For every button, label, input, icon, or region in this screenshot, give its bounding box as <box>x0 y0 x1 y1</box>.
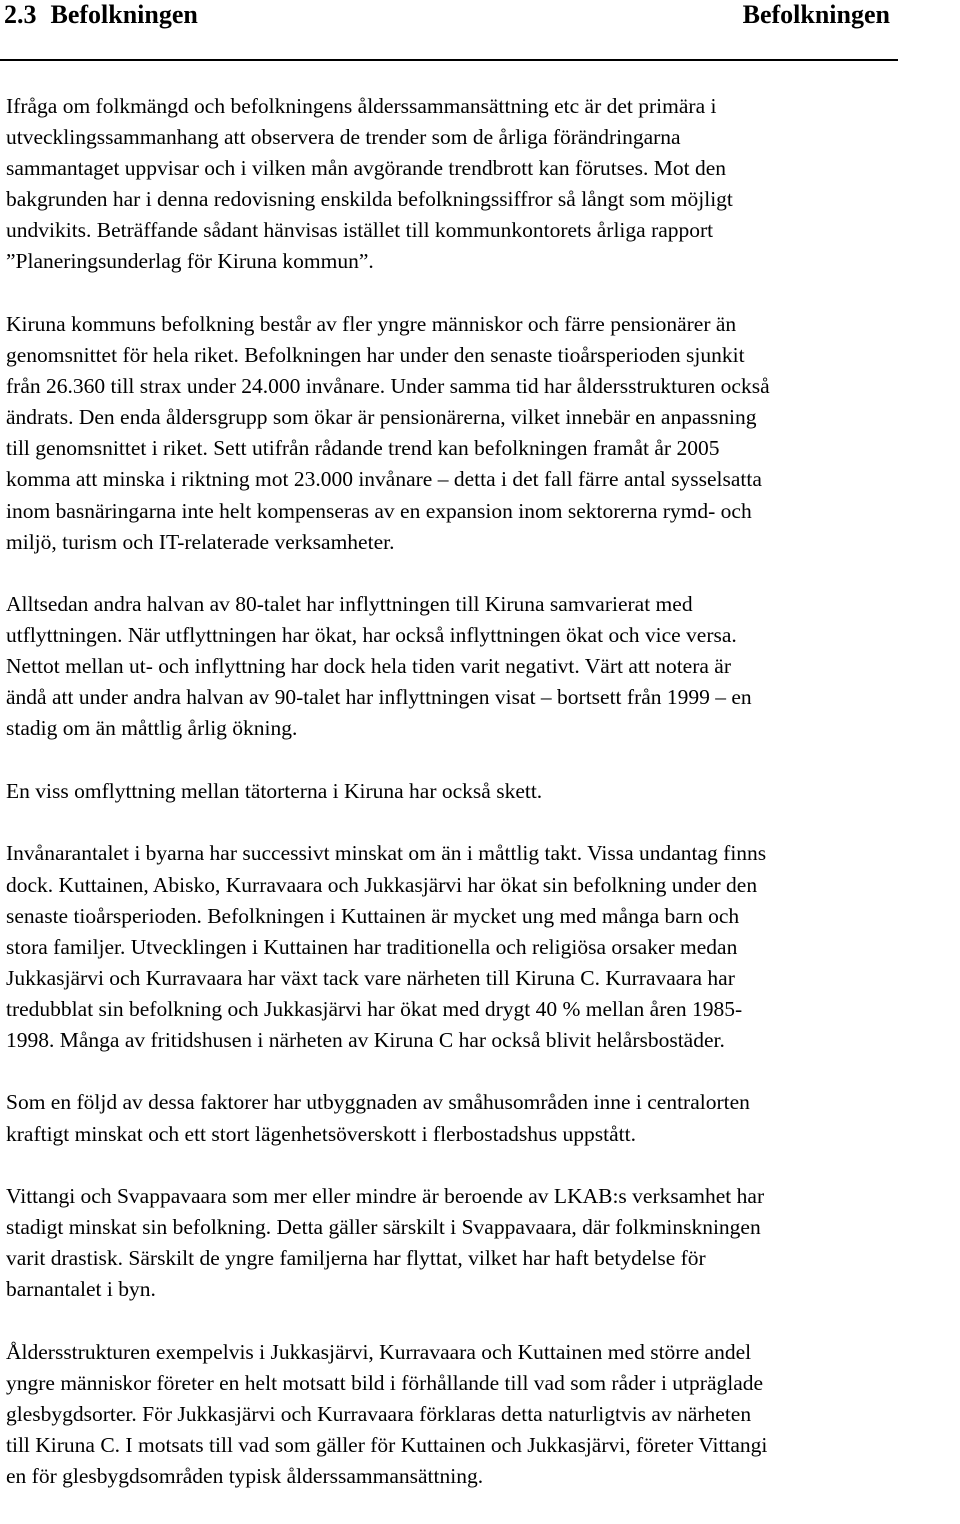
paragraph-1 <box>6 91 950 278</box>
text-line: stora familjer. Utvecklingen i Kuttainen har traditionella och religiösa orsaker medan <box>6 934 738 959</box>
text-line: sammantaget uppvisar och i vilken mån avgörande trendbrott kan förutses. Mot den <box>6 156 727 181</box>
text-line: barnantalet i byn. <box>6 1277 156 1302</box>
text-line: komma att minska i riktning mot 23.000 invånare – detta i det fall färre antal sysselsatta <box>6 467 762 492</box>
text-line: stadigt minskat sin befolkning. Detta gäller särskilt i Svappavaara, där folkminskningen <box>6 1215 761 1240</box>
text-line: till genomsnittet i riket. Sett utifrån rådande trend kan befolkningen framåt år 2005 <box>6 436 720 461</box>
text-line: ”Planeringsunderlag för Kiruna kommun”. <box>6 249 374 274</box>
text-line: inom basnäringarna inte helt kompenseras av en expansion inom sektorerna rymd- och <box>6 498 752 523</box>
text-line: 1998. Många av fritidshusen i närheten av Kiruna C har också blivit helårsbostäder. <box>6 1028 725 1052</box>
text-line: undvikits. Beträffande sådant hänvisas istället till kommunkontorets årliga rapport <box>6 218 714 243</box>
section-number: 2.3 <box>4 0 37 29</box>
running-title: Befolkningen <box>742 0 890 29</box>
text-line: stadig om än måttlig årlig ökning. <box>6 716 298 741</box>
section-heading <box>4 0 198 30</box>
paragraph-8 <box>6 1337 950 1492</box>
text-line: bakgrunden har i denna redovisning enskilda befolkningssiffror så långt som möjligt <box>6 187 733 212</box>
text-line: utflyttningen. När utflyttningen har ökat, har också inflyttningen ökat och vice versa. <box>6 623 737 648</box>
text-line: från 26.360 till strax under 24.000 invånare. Under samma tid har åldersstrukturen också <box>6 374 770 399</box>
paragraph-3 <box>6 589 950 744</box>
text-line: En viss omflyttning mellan tätorterna i Kiruna har också skett. <box>6 778 543 803</box>
text-line: Jukkasjärvi och Kurravaara har växt tack vare närheten till Kiruna C. Kurravaara har <box>6 965 735 990</box>
text-line: Nettot mellan ut- och inflyttning har dock hela tiden varit negativt. Värt att notera är <box>6 654 731 679</box>
body-text <box>6 91 950 1524</box>
text-line: en för glesbygdsområden typisk ålderssammansättning. <box>6 1464 484 1489</box>
text-line: varit drastisk. Särskilt de yngre familjerna har flyttat, vilket har haft betydelse för <box>6 1246 706 1271</box>
text-line: glesbygdsorter. För Jukkasjärvi och Kurravaara förklaras detta naturligtvis av närheten <box>6 1402 752 1427</box>
page-header <box>0 0 900 62</box>
paragraph-5 <box>6 838 950 1056</box>
text-line: utvecklingssammanhang att observera de trender som de årliga förändringarna <box>6 125 681 150</box>
text-line: Vittangi och Svappavaara som mer eller mindre är beroende av LKAB:s verksamhet har <box>6 1184 765 1209</box>
text-line: genomsnittet för hela riket. Befolkningen har under den senaste tioårsperioden sjunkit <box>6 343 745 368</box>
paragraph-4 <box>6 776 950 807</box>
text-line: ändrats. Den enda åldersgrupp som ökar är pensionärerna, vilket innebär en anpassning <box>6 405 757 430</box>
section-title: Befolkningen <box>50 0 198 29</box>
text-line: Åldersstrukturen exempelvis i Jukkasjärvi, Kurravaara och Kuttainen med större andel <box>6 1339 752 1364</box>
text-line: kraftigt minskat och ett stort lägenhetsöverskott i flerbostadshus uppstått. <box>6 1121 636 1146</box>
paragraph-7 <box>6 1181 950 1305</box>
text-line: till Kiruna C. I motsats till vad som gäller för Kuttainen och Jukkasjärvi, företer Vittangi <box>6 1433 768 1458</box>
text-line: Alltsedan andra halvan av 80-talet har inflyttningen till Kiruna samvarierat med <box>6 592 693 617</box>
paragraph-6 <box>6 1087 950 1149</box>
text-line: Kiruna kommuns befolkning består av fler yngre människor och färre pensionärer än <box>6 311 737 336</box>
text-line: Invånarantalet i byarna har successivt minskat om än i måttlig takt. Vissa undantag finns <box>6 841 767 866</box>
text-line: dock. Kuttainen, Abisko, Kurravaara och Jukkasjärvi har ökat sin befolkning under den <box>6 872 758 897</box>
text-line: senaste tioårsperioden. Befolkningen i Kuttainen är mycket ung med många barn och <box>6 903 740 928</box>
text-line: Ifråga om folkmängd och befolkningens ålderssammansättning etc är det primära i <box>6 94 717 118</box>
header-rule <box>0 59 898 61</box>
paragraph-2 <box>6 309 950 558</box>
text-line: miljö, turism och IT-relaterade verksamheter. <box>6 529 395 554</box>
text-line: ändå att under andra halvan av 90-talet har inflyttningen visat – bortsett från 1999 – en <box>6 685 752 710</box>
text-line: yngre människor företer en helt motsatt bild i förhållande till vad som råder i utpräglade <box>6 1370 764 1395</box>
text-line: tredubblat sin befolkning och Jukkasjärvi har ökat med drygt 40 % mellan åren 1985- <box>6 996 743 1021</box>
text-line: Som en följd av dessa faktorer har utbyggnaden av småhusområden inne i centralorten <box>6 1090 750 1115</box>
